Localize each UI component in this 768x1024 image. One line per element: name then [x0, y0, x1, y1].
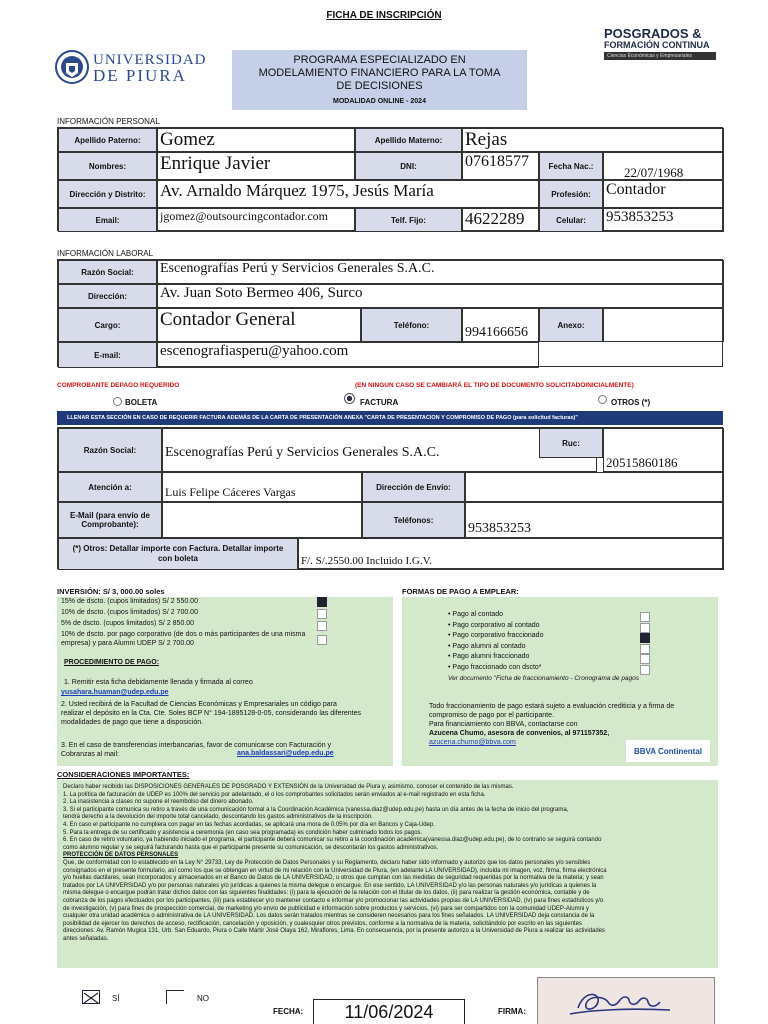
consid-line: antes señaladas.: [63, 935, 109, 942]
label-telefono-fijo: Telf. Fijo:: [355, 208, 462, 232]
label-email-comprobante: E-Mail (para envío de Comprobante):: [58, 502, 162, 538]
consid-line: 2. La inasistencia a clases no supone el reembolso del dinero abonado.: [63, 799, 254, 806]
field-celular[interactable]: 953853253: [603, 208, 724, 232]
laboral-table: [57, 259, 723, 367]
forma-pago-item: • Pago corporativo fraccionado: [448, 632, 698, 643]
label-telefonos: Teléfonos:: [362, 502, 465, 538]
consid-line: 6. En caso de retiro voluntario, ya habiendo iniciado el programa, el participante deberá comunicar su retiro a la coordinación académica(vanessa.diaz@udep.edu.pe), de lo contrario se seguirá contando: [63, 837, 602, 844]
field-direccion-distrito[interactable]: Av. Arnaldo Márquez 1975, Jesús María: [157, 180, 539, 208]
consid-line: 4. En caso el participante no cumpliera con pagar en las fechas acordadas, se aplicará una mora de 0.05% por día en Bancos y Caja-Udep.: [63, 821, 435, 828]
field-apellido-materno[interactable]: Rejas: [462, 128, 724, 152]
consid-line: tendrá derecho a la devolución del importe total cancelado, descontando los gastos administrativos de la inscripción.: [63, 814, 373, 821]
label-profesion: Profesión:: [539, 180, 603, 208]
checkbox-alumni-fraccionado[interactable]: [640, 654, 650, 664]
field-atencion[interactable]: Luis Felipe Cáceres Vargas: [162, 472, 362, 502]
label-apellido-paterno: Apellido Paterno:: [58, 128, 157, 152]
program-modality: MODALIDAD ONLINE - 2024: [333, 98, 426, 105]
consid-line: direcciones: Av. Ramón Mugica 131, Urb. San Eduardo, Piura o Calle Mártir José Olaya 162, Miraflores, Lima. En consecuencia, por la presente autorizo a la Universidad de Piura a realizar las actividades: [63, 928, 606, 935]
field-ruc[interactable]: 20515860186: [603, 428, 724, 472]
inversion-title: INVERSIÓN: S/ 3, 000.00 soles: [57, 587, 165, 596]
forma-pago-label: Pago corporativo fraccionado: [452, 632, 544, 639]
label-direccion-envio: Dirección de Envío:: [362, 472, 465, 502]
brand-faculty: Ciencias Económicas y Empresariales: [604, 52, 716, 60]
formas-pago-title: FORMAS DE PAGO A EMPLEAR:: [402, 587, 519, 596]
link-email-cobranzas[interactable]: ana.baldassari@udep.edu.pe: [237, 750, 334, 757]
procedimiento-paso-1: 1. Remitir esta ficha debidamente llenada y firmada al correo: [64, 679, 253, 686]
label-email: Email:: [58, 208, 157, 232]
inversion-panel: [57, 597, 393, 766]
descuento-5: 5% de dscto. (cupos limitados) S/ 2 850.00: [61, 620, 195, 627]
consid-line: 1. La política de facturación de UDEP es 100% del servicio por adelantado, el o los comprobantes solicitados serán enviados al e-mail registrado en esta ficha.: [63, 791, 486, 798]
personal-table: [57, 127, 723, 231]
radio-factura[interactable]: [344, 393, 355, 404]
field-otros-detalle[interactable]: F/. S/.2550.00 Incluido I.G.V.: [298, 538, 724, 570]
university-name-line1: UNIVERSIDAD: [93, 52, 207, 68]
fraccionamiento-note: Todo fraccionamiento de pago estará sujeto a evaluación crediticia y a firma de compromiso de pago por el participante.: [429, 703, 675, 719]
checkbox-descuento-corporativo[interactable]: [317, 635, 327, 645]
signature-box[interactable]: [537, 977, 715, 1024]
forma-pago-label: Pago corporativo al contado: [452, 621, 540, 629]
checkbox-fraccionado-dscto[interactable]: [640, 665, 650, 675]
field-fecha[interactable]: 11/06/2024: [313, 999, 465, 1024]
checkbox-pago-contado[interactable]: [640, 612, 650, 622]
label-boleta: BOLETA: [125, 398, 158, 407]
label-apellido-materno: Apellido Materno:: [355, 128, 462, 152]
field-razon-social[interactable]: Escenografías Perú y Servicios Generales S.A.C.: [157, 260, 724, 284]
label-telefono-laboral: Teléfono:: [361, 308, 462, 342]
forma-pago-item: • Pago fraccionado con dscto*: [448, 664, 698, 675]
field-email[interactable]: jgomez@outsourcingcontador.com: [157, 208, 355, 232]
field-direccion-laboral[interactable]: Av. Juan Soto Bermeo 406, Surco: [157, 284, 724, 308]
field-email-laboral[interactable]: escenografiasperu@yahoo.com: [157, 342, 539, 368]
label-no: NO: [197, 994, 209, 1003]
checkbox-descuento-15[interactable]: [317, 597, 327, 607]
ver-documento-note: Ver documento "Ficha de fraccionamiento - Cronograma de pagos: [448, 675, 640, 682]
procedimiento-paso-2: 2. Usted recibirá de la Facultad de Ciencias Económicas y Empresariales un código para realizar el depósito en la Cta. Cte. Soles BCP N° 194-1895128-0-05, considerando las diferentes modalidades de pago que tiene a disposición.: [61, 701, 361, 726]
forma-pago-label: Pago al contado: [452, 611, 504, 618]
label-email-laboral: E-mail:: [58, 342, 157, 368]
label-factura: FACTURA: [360, 398, 399, 407]
comprobante-note: (EN NINGUN CASO SE CAMBIARÁ EL TIPO DE DOCUMENTO SOLICITADOINICIALMENTE): [355, 382, 634, 389]
consid-line: como alumno regular y se seguirá facturando hasta que el participante presente su comunicación, se descontarán los gastos administrativos.: [63, 844, 439, 851]
consid-line: consignados en el presente formulario, así como los que se obtengan en virtud de mi relación con la Universidad de Piura, (en adelante LA UNIVERSIDAD), incluida mi imagen, voz, firma, firma electrónica: [63, 867, 607, 874]
consid-line: cobranza de los pagos efectuados por los participantes, (iii) para establecer y/o mantener contacto e informar y/o promocionar las actividades propias de LA UNIVERSIDAD, (iv) para fines estadísticos y/o: [63, 897, 604, 904]
procedimiento-paso-3: 3. En el caso de transferencias interbancarias, favor de comunicarse con Facturación y Cobranzas al mail:: [61, 742, 332, 758]
field-telefono-laboral[interactable]: 994166656: [462, 308, 539, 342]
university-name-line2: DE PIURA: [93, 66, 187, 85]
label-razon-social: Razón Social:: [58, 260, 157, 284]
forma-pago-label: Pago fraccionado con dscto*: [452, 663, 542, 671]
checkbox-corporativo-fraccionado[interactable]: [640, 633, 650, 643]
section-laboral: INFORMACIÓN LABORAL: [57, 249, 154, 258]
checkbox-descuento-5[interactable]: [317, 621, 327, 631]
forma-pago-item: • Pago al contado: [448, 611, 698, 622]
field-telefonos[interactable]: 953853253: [465, 502, 724, 538]
consid-line: y/o huellas dactilares, sean incorporados y almacenados en el Banco de Datos de LA UNIVERSIDAD, u otros que cumplan con las medidas de seguridad requeridas por la normativa de la materia; y sean: [63, 875, 604, 882]
label-dni: DNI:: [355, 152, 462, 180]
bbva-logo-text: BBVA Continental: [634, 746, 702, 756]
descuento-15: 15% de dscto. (cupos limitados) S/ 2 550.00: [61, 598, 198, 605]
program-title: PROGRAMA ESPECIALIZADO EN MODELAMIENTO FINANCIERO PARA LA TOMA DE DECISIONES: [258, 54, 501, 92]
link-email-bbva[interactable]: azucena.chumo@bbva.com: [429, 739, 516, 746]
field-direccion-envio[interactable]: [465, 472, 724, 502]
field-telefono-fijo[interactable]: 4622289: [462, 208, 539, 232]
field-nombres[interactable]: Enrique Javier: [157, 152, 355, 180]
field-dni[interactable]: 07618577: [462, 152, 539, 180]
field-fecha-nacimiento[interactable]: 22/07/1968: [603, 152, 724, 180]
comprobante-required: COMPROBANTE DEPAGO REQUERIDO: [57, 382, 180, 389]
forma-pago-label: Pago alumni fraccionado: [452, 653, 530, 660]
label-factura-razon-social: Razón Social:: [58, 428, 162, 472]
radio-otros[interactable]: [598, 395, 607, 404]
checkbox-acepto-no[interactable]: [166, 990, 184, 1004]
consid-line: de investigación, (v) para fines de prospección comercial, de marketing y/o envío de publicidad e información sobre productos y servicios, (vi) para ser compartidos con la comunidad UDEP-Alumni y: [63, 905, 589, 912]
brand-title: POSGRADOS &: [604, 26, 702, 41]
consid-line: 3. Si el participante comunica su retiro a través de una comunicación formal a la Coordinación Académica (vanessa.diaz@udep.edu.pe) hasta un día antes de la fecha de inicio del programa,: [63, 806, 569, 813]
label-cargo: Cargo:: [58, 308, 157, 342]
link-email-inscripcion[interactable]: yusahara.huaman@udep.edu.pe: [61, 689, 169, 696]
label-otros: OTROS (*): [611, 398, 651, 407]
consid-line: misma delegue o encargue podrán tratar dichos datos con las siguientes finalidades: (i) para la ejecución de la relación con el titular de los datos, (ii) para realizar la gestión económica, contable y de: [63, 890, 590, 897]
field-apellido-paterno[interactable]: Gomez: [157, 128, 355, 152]
descuento-corporativo: 10% de dscto. por pago corporativo (de dos o más participantes de una misma empresa) y para Alumni UDEP S/ 2 700.00: [61, 631, 306, 647]
signature-icon: [538, 978, 716, 1024]
consid-line: Que, de conformidad con lo establecido en la Ley N° 29733, Ley de Protección de Datos Personales y su Reglamento, declaro haber sido informado y autorizo que los datos personales y/o sensibles: [63, 859, 591, 866]
forma-pago-label: Pago alumni al contado: [452, 642, 526, 650]
checkbox-alumni-contado[interactable]: [640, 644, 650, 654]
brand-subtitle: FORMACIÓN CONTINUA: [604, 40, 710, 50]
checkbox-descuento-10[interactable]: [317, 609, 327, 619]
label-nombres: Nombres:: [58, 152, 157, 180]
check-x-icon: [83, 992, 99, 1004]
consid-line: cualquier otra unidad académica o administrativa de LA UNIVERSIDAD. Los datos serán tratados mientras se consideren necesarios para los fines señalados. LA UNIVERSIDAD deja constancia de la: [63, 913, 595, 920]
label-atencion: Atención a:: [58, 472, 162, 502]
formas-pago-list: [448, 611, 698, 674]
document-title: FICHA DE INSCRIPCIÓN: [326, 10, 442, 21]
forma-pago-item: • Pago alumni al contado: [448, 643, 698, 654]
label-fecha-nacimiento: Fecha Nac.:: [539, 152, 603, 180]
section-personal: INFORMACIÓN PERSONAL: [57, 117, 160, 126]
descuento-10: 10% de dscto. (cupos limitados) S/ 2 700.00: [61, 609, 198, 616]
asesora-contacto: Azucena Chumo, asesora de convenios, al 971157352,: [429, 730, 610, 737]
field-email-comprobante[interactable]: [162, 502, 362, 538]
forma-pago-item: • Pago corporativo al contado: [448, 622, 698, 633]
checkbox-corporativo-contado[interactable]: [640, 623, 650, 633]
label-ruc: Ruc:: [539, 428, 603, 458]
field-anexo[interactable]: [603, 308, 724, 342]
label-direccion-laboral: Dirección:: [58, 284, 157, 308]
checkbox-acepto-si[interactable]: [82, 990, 100, 1004]
radio-boleta[interactable]: [113, 397, 122, 406]
program-banner: [232, 50, 527, 110]
forma-pago-item: • Pago alumni fraccionado: [448, 653, 698, 664]
factura-table: [57, 427, 723, 569]
procedimiento-title: PROCEDIMIENTO DE PAGO:: [64, 659, 160, 666]
label-celular: Celular:: [539, 208, 603, 232]
formas-pago-panel: [402, 597, 718, 766]
label-direccion-distrito: Dirección y Distrito:: [58, 180, 157, 208]
consideraciones-panel: [57, 780, 718, 968]
label-anexo: Anexo:: [539, 308, 603, 342]
label-otros-detalle: (*) Otros: Detallar importe con Factura. Detallar importe con boleta: [58, 538, 298, 570]
field-cargo[interactable]: Contador General: [157, 308, 361, 342]
field-profesion[interactable]: Contador: [603, 180, 724, 208]
field-factura-razon-social[interactable]: Escenografías Perú y Servicios Generales S.A.C.: [162, 428, 597, 472]
consid-subtitle: PROTECCIÓN DE DATOS PERSONALES: [63, 852, 179, 859]
consid-line: 5. Para la entrega de su certificado y asistencia a ceremonia (en caso sea programada) es condición haber culminado todos los pagos.: [63, 829, 423, 836]
financiamiento-note: Para financiamiento con BBVA, contactarse con: [429, 721, 578, 728]
label-si: SÍ: [112, 994, 120, 1003]
bbva-logo: [626, 740, 710, 762]
consid-line: tratados por LA UNIVERSIDAD y/o por personas naturales y/o jurídicas a quienes la misma delegue o encargue. En ese sentido, LA UNIVERSIDAD y/o las personas naturales y/o jurídicas a quienes la: [63, 882, 597, 889]
label-fecha: FECHA:: [273, 1007, 304, 1016]
factura-banner: LLENAR ESTA SECCIÓN EN CASO DE REQUERIR FACTURA ADEMÁS DE LA CARTA DE PRESENTACIÓN ANEXA "CARTA DE PRESENTACION Y COMPROMISO DE PAGO (para solicitud facturas)": [57, 411, 723, 425]
consideraciones-title: CONSIDERACIONES IMPORTANTES:: [57, 770, 190, 779]
consid-line: posibilidad de ejercer los derechos de acceso, rectificación, cancelación y oposición, y cualesquier otros previstos, conforme a la normativa de la materia, solicitándolo por escrito en las siguientes: [63, 920, 582, 927]
label-firma: FIRMA:: [498, 1007, 526, 1016]
consid-line: Declaro haber recibido las DISPOSICIONES GENERALES DE POSGRADO Y EXTENSIÓN de la Universidad de Piura y, asimismo, conocer el contenido de las mismas.: [63, 784, 514, 790]
university-crest-logo: [55, 46, 89, 88]
